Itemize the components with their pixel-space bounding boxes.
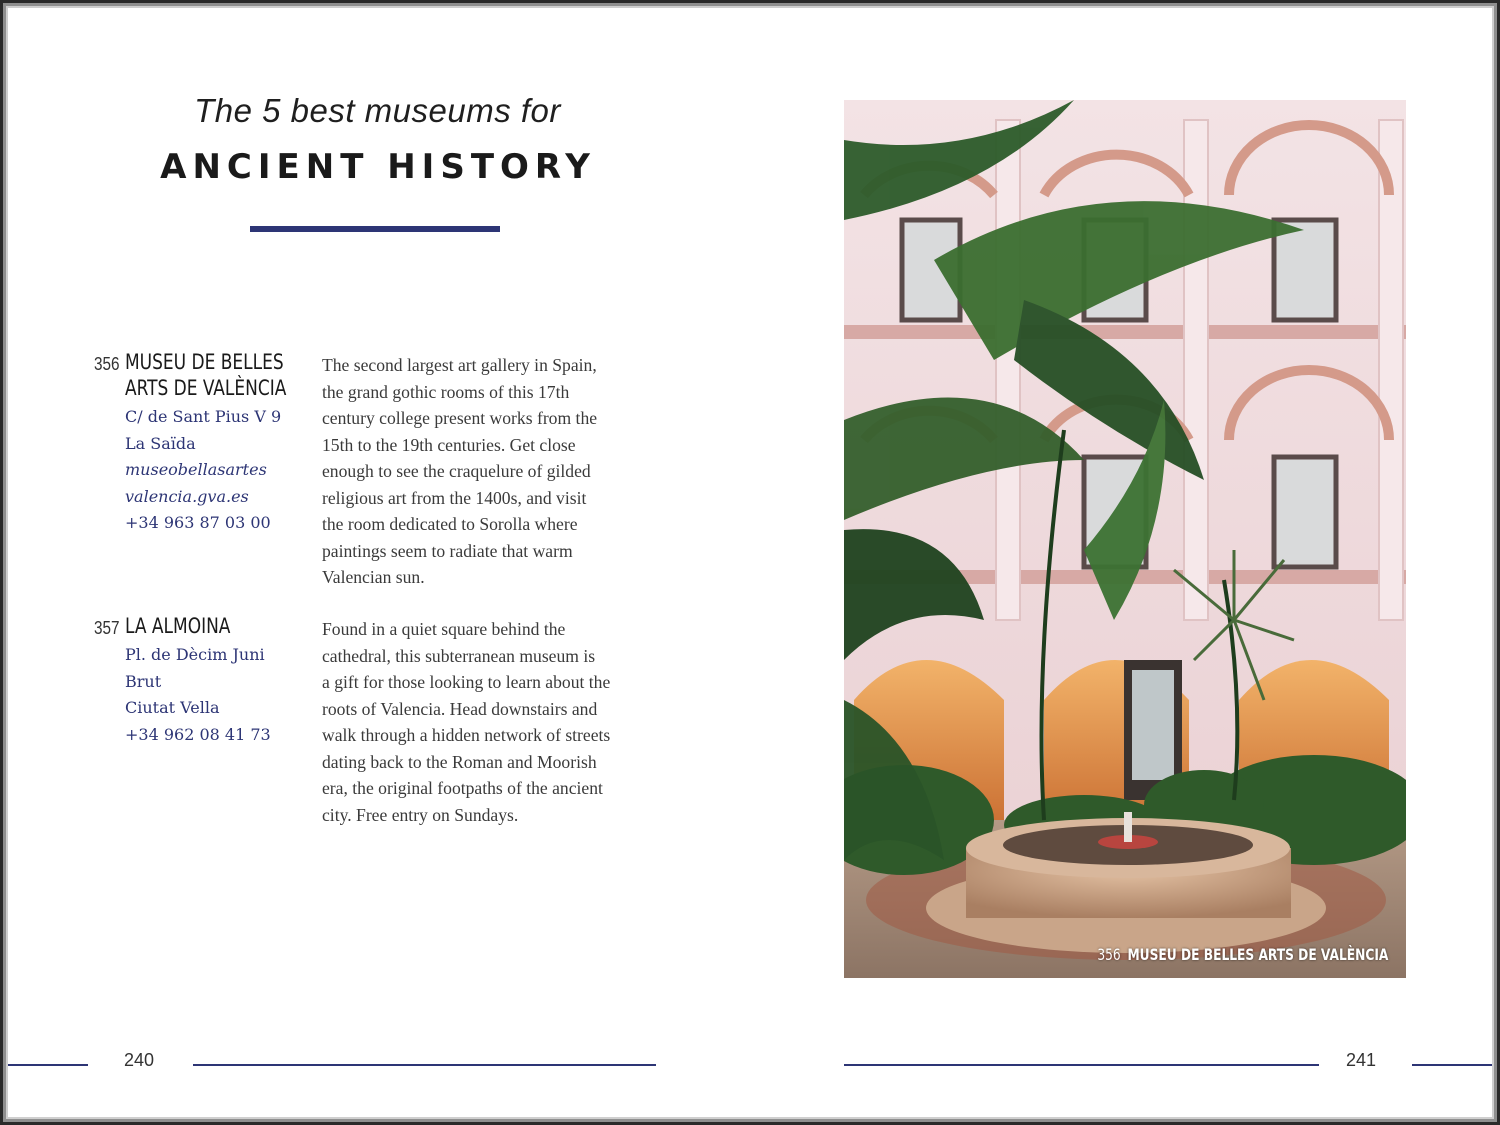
- cornice: [844, 325, 1406, 339]
- description-line: 15th to the 19th centuries. Get close: [322, 434, 576, 455]
- address-line: C/ de Sant Pius V 9: [125, 407, 282, 426]
- caption-name: MUSEU DE BELLES ARTS DE VALÈNCIA: [1127, 945, 1388, 964]
- description-line: century college present works from the: [322, 408, 598, 428]
- description-line: Valencian sun.: [322, 567, 425, 587]
- address-line: Ciutat Vella: [125, 698, 220, 717]
- footer-rule: [6, 1064, 88, 1066]
- description-line: enough to see the craquelure of gilded: [322, 461, 591, 481]
- description-line: dating back to the Roman and Moorish: [322, 751, 597, 772]
- address-line: Pl. de Dècim Juni: [125, 645, 265, 664]
- description-line: Found in a quiet square behind the: [322, 619, 566, 639]
- address-line: Brut: [125, 671, 162, 691]
- entry-name-line: MUSEU DE BELLES: [125, 350, 284, 374]
- entry-number: 357: [94, 618, 120, 638]
- section-title: ANCIENT HISTORY: [160, 147, 596, 187]
- description-line: paintings seem to radiate that warm: [322, 540, 573, 561]
- description-line: the room dedicated to Sorolla where: [322, 514, 578, 534]
- description-line: walk through a hidden network of streets: [322, 725, 611, 745]
- page-number-left: 240: [124, 1050, 155, 1070]
- courtyard-illustration: [844, 100, 1406, 978]
- entry-address: [125, 642, 271, 748]
- phone-number: +34 962 08 41 73: [125, 724, 271, 744]
- entry-address: [125, 404, 281, 537]
- entry-description: [322, 352, 662, 591]
- footer-rule: [193, 1064, 656, 1066]
- description-line: a gift for those looking to learn about the: [322, 672, 611, 692]
- website-link[interactable]: valencia.gva.es: [125, 486, 249, 506]
- page-number-right: 241: [1346, 1050, 1377, 1070]
- description-line: city. Free entry on Sundays.: [322, 804, 519, 825]
- description-line: The second largest art gallery in Spain,: [322, 355, 597, 375]
- photo-caption: [1097, 945, 1388, 964]
- entry-name-line: ARTS DE VALÈNCIA: [125, 376, 287, 400]
- footer-rule: [844, 1064, 1319, 1066]
- caption-number: 356: [1097, 945, 1121, 964]
- entry-description: [322, 616, 662, 828]
- phone-number: +34 963 87 03 00: [125, 513, 271, 532]
- entry-number: 356: [94, 354, 120, 374]
- description-line: cathedral, this subterranean museum is: [322, 645, 596, 666]
- section-kicker: The 5 best museums for: [194, 92, 561, 129]
- website-link[interactable]: museobellasartes: [125, 460, 267, 479]
- description-line: roots of Valencia. Head downstairs and: [322, 698, 598, 719]
- title-underline: [250, 226, 500, 232]
- address-line: La Saïda: [125, 433, 196, 453]
- museum-courtyard-photo: [844, 100, 1406, 978]
- entry-name-line: LA ALMOINA: [125, 614, 231, 638]
- description-line: religious art from the 1400s, and visit: [322, 487, 587, 508]
- footer-rule: [1412, 1064, 1494, 1066]
- description-line: the grand gothic rooms of this 17th: [322, 381, 570, 402]
- description-line: era, the original footpaths of the ancient: [322, 778, 603, 798]
